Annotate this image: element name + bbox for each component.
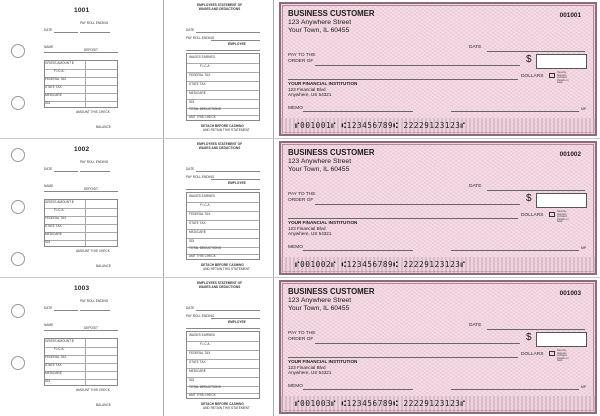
- check-date-label: DATE: [469, 45, 482, 50]
- statement-row-label: SDI: [189, 239, 195, 243]
- stub-row-label: FEDERAL TAX: [45, 77, 67, 81]
- memo-line[interactable]: [303, 389, 413, 390]
- stub-row-label: GROSS AMOUNT $: [45, 61, 74, 65]
- statement-row-label: WAGES EARNED: [189, 333, 215, 337]
- memo-label: MEMO: [288, 245, 303, 250]
- mp-label: MP: [581, 246, 587, 250]
- stub-deposit-label: DEPOSIT: [84, 48, 98, 52]
- statement-row-label: FEDERAL TAX: [189, 351, 211, 355]
- dollar-sign: $: [526, 54, 532, 65]
- business-check: [279, 280, 597, 414]
- stub-name-label: NAME: [44, 45, 54, 49]
- stub-row-label: SDI: [45, 101, 51, 105]
- stub-row-label: MEDICARE: [45, 232, 62, 236]
- statement-title: EMPLOYEES STATEMENT OF WAGES AND DEDUCTIONS: [197, 3, 243, 11]
- employee-statement: [183, 139, 265, 277]
- statement-date-label: DATE: [186, 167, 195, 171]
- statement-row-label: F.I.C.A.: [200, 64, 211, 68]
- stub-name-label: NAME: [44, 323, 54, 327]
- statement-detach-note: AND RETAIN THIS STATEMENT: [203, 267, 250, 271]
- padlock-icon: [549, 212, 555, 217]
- business-address-line2: Your Town, IL 60455: [288, 27, 350, 34]
- stub-name-label: NAME: [44, 184, 54, 188]
- signature-line[interactable]: [451, 389, 579, 390]
- padlock-icon: [549, 351, 555, 356]
- business-address-line2: Your Town, IL 60455: [288, 166, 350, 173]
- amount-box[interactable]: [536, 332, 587, 347]
- memo-line[interactable]: [303, 111, 413, 112]
- stub-row-label: FEDERAL TAX: [45, 216, 67, 220]
- register-stub: [40, 0, 134, 138]
- check-date-label: DATE: [469, 184, 482, 189]
- statement-amt-label: AMT THIS CHECK: [189, 254, 216, 258]
- statement-detach-label: DETACH BEFORE CASHING: [201, 402, 244, 406]
- security-note: Security features included. Details on back.: [557, 71, 569, 85]
- statement-total-label: TOTAL DEDUCTIONS: [189, 385, 221, 389]
- statement-title: EMPLOYEES STATEMENT OF WAGES AND DEDUCTIONS: [197, 142, 243, 150]
- statement-row-label: WAGES EARNED: [189, 55, 215, 59]
- statement-row-label: WAGES EARNED: [189, 194, 215, 198]
- stub-pay-roll-label: PAY ROLL ENDING: [80, 299, 109, 303]
- business-check: [279, 2, 597, 136]
- stub-amount-label: AMOUNT THIS CHECK: [76, 249, 110, 253]
- stub-amount-label: AMOUNT THIS CHECK: [76, 388, 110, 392]
- statement-pay-roll-label: PAY ROLL ENDING: [186, 314, 215, 318]
- micr-line: ⑈001002⑈ ⑆123456789⑆ 22229123123⑈: [295, 260, 466, 269]
- statement-row-label: FEDERAL TAX: [189, 73, 211, 77]
- stub-row-label: SDI: [45, 379, 51, 383]
- statement-row-label: FEDERAL TAX: [189, 212, 211, 216]
- written-amount-line[interactable]: [288, 218, 518, 219]
- statement-detach-note: AND RETAIN THIS STATEMENT: [203, 406, 250, 410]
- stub-date-label: DATE: [44, 167, 53, 171]
- micr-line: ⑈001003⑈ ⑆123456789⑆ 22229123123⑈: [295, 399, 466, 408]
- written-amount-line[interactable]: [288, 79, 518, 80]
- statement-row-label: MEDICARE: [189, 230, 206, 234]
- business-name: BUSINESS CUSTOMER: [288, 148, 375, 157]
- statement-employee-label: EMPLOYEE: [228, 181, 246, 185]
- business-address-line2: Your Town, IL 60455: [288, 305, 350, 312]
- pay-to-label: PAY TO THE: [288, 192, 316, 197]
- stub-deposit-label: DEPOSIT: [84, 187, 98, 191]
- statement-detach-note: AND RETAIN THIS STATEMENT: [203, 128, 250, 132]
- stub-balance-label: BALANCE: [96, 125, 111, 129]
- stub-ledger-grid: [44, 338, 118, 386]
- stub-balance-label: BALANCE: [96, 264, 111, 268]
- business-name: BUSINESS CUSTOMER: [288, 287, 375, 296]
- pay-to-label: PAY TO THE: [288, 53, 316, 58]
- amount-box[interactable]: [536, 193, 587, 208]
- check-number: 001002: [559, 151, 581, 158]
- memo-line[interactable]: [303, 250, 413, 251]
- register-stub: [40, 278, 134, 416]
- written-amount-line[interactable]: [288, 357, 518, 358]
- mp-label: MP: [581, 385, 587, 389]
- stub-deposit-label: DEPOSIT: [84, 326, 98, 330]
- dollar-sign: $: [526, 193, 532, 204]
- stub-row-label: F.I.C.A.: [54, 69, 65, 73]
- padlock-icon: [549, 73, 555, 78]
- dollars-label: DOLLARS: [521, 352, 544, 357]
- stub-row-label: GROSS AMOUNT $: [45, 339, 74, 343]
- statement-employee-label: EMPLOYEE: [228, 320, 246, 324]
- mp-label: MP: [581, 107, 587, 111]
- perforation-line: [163, 278, 164, 416]
- stub-number: 1001: [74, 7, 90, 14]
- pay-to-label: PAY TO THE: [288, 331, 316, 336]
- check-date-line[interactable]: [487, 51, 585, 52]
- check-date-line[interactable]: [487, 329, 585, 330]
- stub-row-label: MEDICARE: [45, 93, 62, 97]
- stub-row-label: STATE TAX: [45, 363, 62, 367]
- statement-detach-label: DETACH BEFORE CASHING: [201, 124, 244, 128]
- bank-info: YOUR FINANCIAL INSTITUTION 123 Financial Blvd Anywhere, US 54321: [288, 81, 358, 97]
- business-name: BUSINESS CUSTOMER: [288, 9, 375, 18]
- memo-label: MEMO: [288, 106, 303, 111]
- order-of-label: ORDER OF: [288, 198, 314, 203]
- stub-row-label: STATE TAX: [45, 85, 62, 89]
- employee-statement: [183, 0, 265, 138]
- check-number: 001003: [559, 290, 581, 297]
- stub-row-label: MEDICARE: [45, 371, 62, 375]
- perforation-line: [273, 0, 274, 138]
- statement-detach-label: DETACH BEFORE CASHING: [201, 263, 244, 267]
- stub-pay-roll-label: PAY ROLL ENDING: [80, 21, 109, 25]
- stub-row-label: GROSS AMOUNT $: [45, 200, 74, 204]
- check-date-line[interactable]: [487, 190, 585, 191]
- business-address-line1: 123 Anywhere Street: [288, 297, 352, 304]
- statement-amt-label: AMT THIS CHECK: [189, 115, 216, 119]
- statement-row-label: F.I.C.A.: [200, 203, 211, 207]
- order-of-label: ORDER OF: [288, 337, 314, 342]
- perforation-line: [163, 0, 164, 138]
- statement-date-label: DATE: [186, 306, 195, 310]
- statement-amt-label: AMT THIS CHECK: [189, 393, 216, 397]
- payee-line[interactable]: [315, 65, 520, 66]
- register-stub: [40, 139, 134, 277]
- perforation-line: [273, 139, 274, 277]
- statement-row-label: MEDICARE: [189, 91, 206, 95]
- payee-line[interactable]: [315, 204, 520, 205]
- dollars-label: DOLLARS: [521, 74, 544, 79]
- amount-box[interactable]: [536, 54, 587, 69]
- security-note: Security features included. Details on back.: [557, 349, 569, 363]
- stub-row-label: SDI: [45, 240, 51, 244]
- statement-row-label: F.I.C.A.: [200, 342, 211, 346]
- stub-ledger-grid: [44, 60, 118, 108]
- perforation-line: [273, 278, 274, 416]
- signature-line[interactable]: [451, 250, 579, 251]
- perforation-line: [163, 139, 164, 277]
- statement-pay-roll-label: PAY ROLL ENDING: [186, 175, 215, 179]
- stub-number: 1003: [74, 285, 90, 292]
- stub-ledger-grid: [44, 199, 118, 247]
- check-number: 001001: [559, 12, 581, 19]
- dollars-label: DOLLARS: [521, 213, 544, 218]
- bank-info: YOUR FINANCIAL INSTITUTION 123 Financial Blvd Anywhere, US 54321: [288, 359, 358, 375]
- stub-number: 1002: [74, 146, 90, 153]
- stub-balance-label: BALANCE: [96, 403, 111, 407]
- dollar-sign: $: [526, 332, 532, 343]
- statement-total-label: TOTAL DEDUCTIONS: [189, 107, 221, 111]
- signature-line[interactable]: [451, 111, 579, 112]
- statement-date-label: DATE: [186, 28, 195, 32]
- order-of-label: ORDER OF: [288, 59, 314, 64]
- stub-date-label: DATE: [44, 306, 53, 310]
- employee-statement: [183, 278, 265, 416]
- statement-row-label: STATE TAX: [189, 221, 206, 225]
- statement-row-label: STATE TAX: [189, 360, 206, 364]
- statement-row-label: SDI: [189, 100, 195, 104]
- stub-row-label: F.I.C.A.: [54, 347, 65, 351]
- statement-pay-roll-label: PAY ROLL ENDING: [186, 36, 215, 40]
- statement-employee-label: EMPLOYEE: [228, 42, 246, 46]
- payee-line[interactable]: [315, 343, 520, 344]
- check-date-label: DATE: [469, 323, 482, 328]
- statement-title: EMPLOYEES STATEMENT OF WAGES AND DEDUCTIONS: [197, 281, 243, 289]
- statement-total-label: TOTAL DEDUCTIONS: [189, 246, 221, 250]
- statement-row-label: STATE TAX: [189, 82, 206, 86]
- bank-info: YOUR FINANCIAL INSTITUTION 123 Financial Blvd Anywhere, US 54321: [288, 220, 358, 236]
- stub-row-label: FEDERAL TAX: [45, 355, 67, 359]
- statement-row-label: SDI: [189, 378, 195, 382]
- business-address-line1: 123 Anywhere Street: [288, 158, 352, 165]
- business-address-line1: 123 Anywhere Street: [288, 19, 352, 26]
- security-note: Security features included. Details on back.: [557, 210, 569, 224]
- business-check: [279, 141, 597, 275]
- memo-label: MEMO: [288, 384, 303, 389]
- stub-amount-label: AMOUNT THIS CHECK: [76, 110, 110, 114]
- micr-line: ⑈001001⑈ ⑆123456789⑆ 22229123123⑈: [295, 121, 466, 130]
- statement-row-label: MEDICARE: [189, 369, 206, 373]
- stub-row-label: STATE TAX: [45, 224, 62, 228]
- stub-pay-roll-label: PAY ROLL ENDING: [80, 160, 109, 164]
- stub-row-label: F.I.C.A.: [54, 208, 65, 212]
- stub-date-label: DATE: [44, 28, 53, 32]
